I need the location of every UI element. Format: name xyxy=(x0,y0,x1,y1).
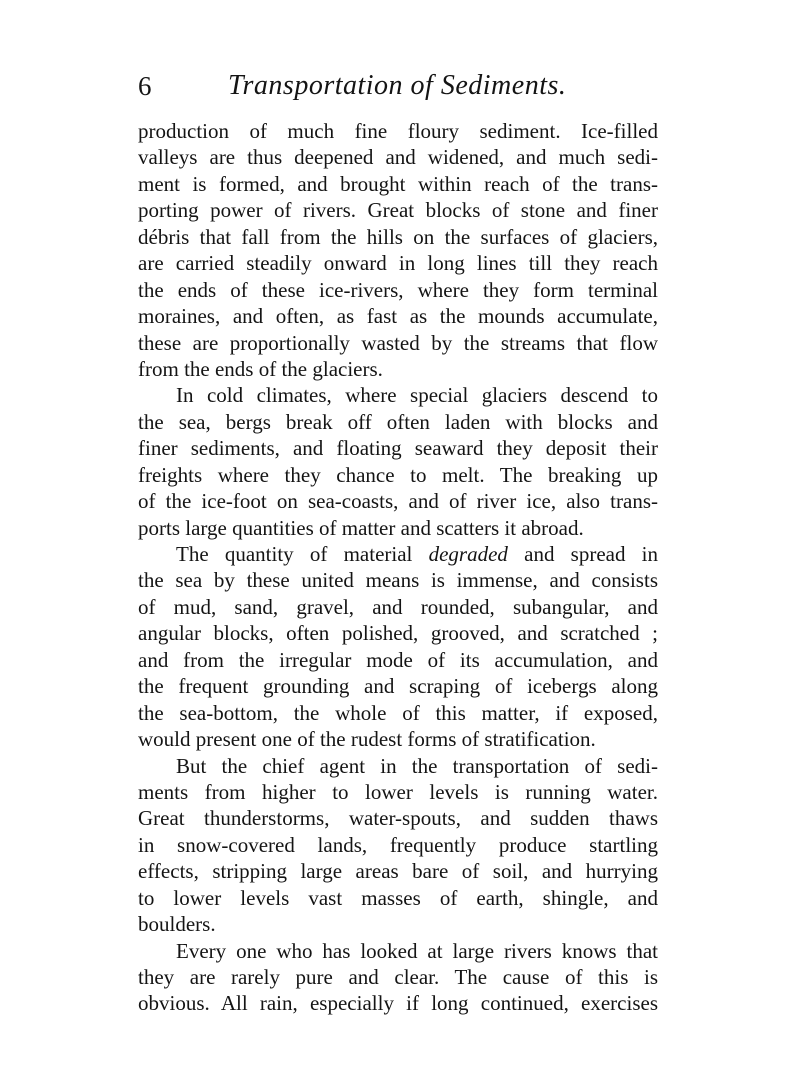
text-line: and from the irregular mode of its accumulation, and xyxy=(138,647,658,672)
text-line: obvious. All rain, especially if long continued, exercises xyxy=(138,991,658,1016)
text-line: finer sediments, and floating seaward they deposit their xyxy=(138,436,658,461)
text-line: production of much fine floury sediment. Ice-filled xyxy=(138,119,658,143)
paragraph xyxy=(138,541,658,753)
text-segment: The quantity of material xyxy=(176,542,429,566)
text-line xyxy=(138,541,658,567)
body-text xyxy=(138,118,658,1017)
text-line: moraines, and often, as fast as the mounds accumulate, xyxy=(138,304,658,329)
running-title: Transportation of Sediments. xyxy=(228,70,567,101)
text-line: porting power of rivers. Great blocks of stone and finer xyxy=(138,198,658,223)
paragraph xyxy=(138,118,658,382)
italic-text: degraded xyxy=(428,542,508,566)
page-number: 6 xyxy=(138,71,152,101)
text-line: the frequent grounding and scraping of icebergs along xyxy=(138,674,658,699)
text-line: But the chief agent in the transportation of sedi- xyxy=(176,753,658,778)
text-line: ments from higher to lower levels is running water. xyxy=(138,779,658,804)
paragraph xyxy=(138,382,658,541)
text-line: the sea by these united means is immense, and consists xyxy=(138,568,658,593)
text-line: of mud, sand, gravel, and rounded, subangular, and xyxy=(138,594,658,619)
paragraph xyxy=(138,753,658,938)
paragraph xyxy=(138,938,658,1017)
text-segment: and spread in xyxy=(507,542,659,566)
text-line: effects, stripping large areas bare of soil, and hurrying xyxy=(138,859,658,884)
text-line: are carried steadily onward in long lines till they reach xyxy=(138,251,658,276)
text-line: boulders. xyxy=(138,912,216,937)
text-line: valleys are thus deepened and widened, and much sedi- xyxy=(138,145,658,170)
text-line: would present one of the rudest forms of stratification. xyxy=(138,727,596,752)
text-line: Great thunderstorms, water-spouts, and sudden thaws xyxy=(138,806,658,831)
text-line: angular blocks, often polished, grooved, and scratched ; xyxy=(138,621,658,646)
running-head xyxy=(138,68,658,108)
text-line: in snow-covered lands, frequently produce startling xyxy=(138,832,658,857)
text-line: of the ice-foot on sea-coasts, and of river ice, also trans- xyxy=(138,489,658,514)
text-line: from the ends of the glaciers. xyxy=(138,356,383,381)
text-line: In cold climates, where special glaciers descend to xyxy=(176,383,658,408)
text-line: ports large quantities of matter and scatters it abroad. xyxy=(138,515,584,540)
text-line: Every one who has looked at large rivers knows that xyxy=(176,938,658,963)
text-line: they are rarely pure and clear. The cause of this is xyxy=(138,965,658,989)
text-line: the ends of these ice-rivers, where they form terminal xyxy=(138,277,658,302)
text-line: the sea, bergs break off often laden with blocks and xyxy=(138,409,658,434)
text-line: these are proportionally wasted by the streams that flow xyxy=(138,330,658,355)
text-line: the sea-bottom, the whole of this matter, if exposed, xyxy=(138,700,658,725)
text-line: débris that fall from the hills on the surfaces of glaciers, xyxy=(138,224,658,249)
text-line: ment is formed, and brought within reach of the trans- xyxy=(138,171,658,196)
text-line: to lower levels vast masses of earth, shingle, and xyxy=(138,885,658,910)
text-line: freights where they chance to melt. The breaking up xyxy=(138,462,658,487)
